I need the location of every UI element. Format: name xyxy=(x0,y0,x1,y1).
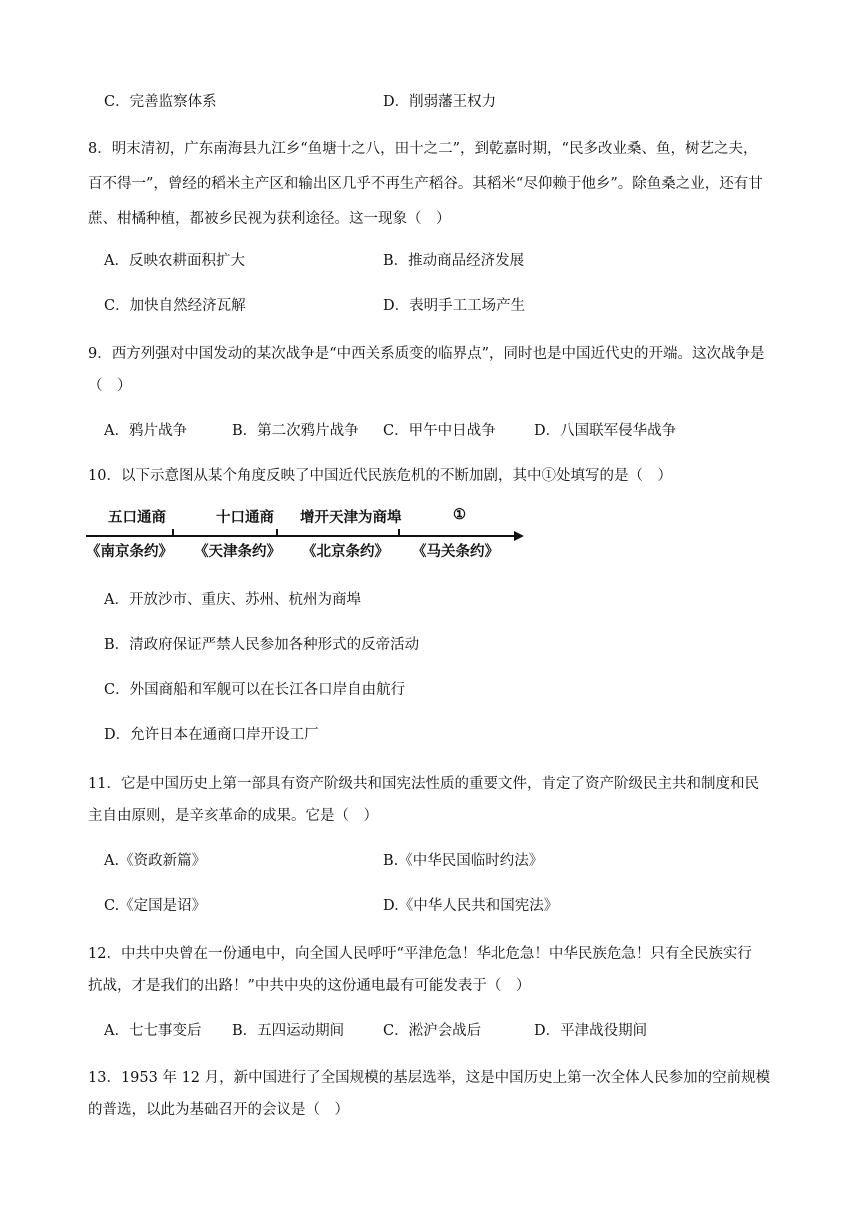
option-a[interactable]: A．鸦片战争 xyxy=(104,423,187,439)
treaty-timeline-diagram xyxy=(86,506,526,566)
question-9-text-line-2: （ ） xyxy=(88,378,132,394)
question-8-text-line-2: 百不得一”，曾经的稻米主产区和输出区几乎不再生产稻谷。其稻米“尽仰赖于他乡”。除鱼桑之业，还有甘 xyxy=(88,176,763,192)
timeline-bottom-label: 《北京条约》 xyxy=(302,543,389,560)
question-11-text-line-2: 主自由原则，是辛亥革命的成果。它是（ ） xyxy=(88,808,378,824)
timeline-bottom-label: 《天津条约》 xyxy=(194,543,281,560)
timeline-bottom-label: 《南京条约》 xyxy=(86,543,173,560)
option-a[interactable]: A．反映农耕面积扩大 xyxy=(104,253,245,269)
option-b[interactable]: B．五四运动期间 xyxy=(232,1023,345,1039)
timeline-top-label: 十口通商 xyxy=(216,509,274,526)
option-d[interactable]: D．允许日本在通商口岸开设工厂 xyxy=(104,727,319,743)
question-8-text-line-3: 蔗、柑橘种植，都被乡民视为获利途径。这一现象（ ） xyxy=(88,211,451,227)
timeline-top-label: 五口通商 xyxy=(108,509,166,526)
option-c[interactable]: C．甲午中日战争 xyxy=(383,423,496,439)
question-11-text-line-1: 11．它是中国历史上第一部具有资产阶级共和国宪法性质的重要文件，肯定了资产阶级民主共和制度和民 xyxy=(88,776,759,792)
timeline-tick xyxy=(398,529,400,536)
timeline-arrow-icon xyxy=(514,531,524,541)
option-c[interactable]: C.《定国是诏》 xyxy=(104,898,207,914)
option-a[interactable]: A．开放沙市、重庆、苏州、杭州为商埠 xyxy=(104,592,361,608)
option-d[interactable]: D.《中华人民共和国宪法》 xyxy=(383,898,559,914)
option-c[interactable]: C．完善监察体系 xyxy=(104,94,217,110)
question-9-text-line-1: 9．西方列强对中国发动的某次战争是“中西关系质变的临界点”，同时也是中国近代史的开端。这次战争是 xyxy=(88,346,765,362)
timeline-tick xyxy=(172,529,174,536)
option-a[interactable]: A．七七事变后 xyxy=(104,1023,202,1039)
timeline-top-label: ① xyxy=(453,506,466,523)
timeline-tick xyxy=(276,529,278,536)
option-d[interactable]: D．平津战役期间 xyxy=(534,1023,648,1039)
timeline-bottom-label: 《马关条约》 xyxy=(412,543,499,560)
question-13-text-line-2: 的普选，以此为基础召开的会议是（ ） xyxy=(88,1102,349,1118)
question-12-text-line-2: 抗战，才是我们的出路！”中共中央的这份通电最有可能发表于（ ） xyxy=(88,978,531,994)
option-c[interactable]: C．外国商船和军舰可以在长江各口岸自由航行 xyxy=(104,682,406,698)
option-d[interactable]: D．表明手工工场产生 xyxy=(383,298,526,314)
option-c[interactable]: C．淞沪会战后 xyxy=(383,1023,482,1039)
option-a[interactable]: A.《资政新篇》 xyxy=(104,853,207,869)
option-c[interactable]: C．加快自然经济瓦解 xyxy=(104,298,246,314)
question-13-text-line-1: 13．1953 年 12 月，新中国进行了全国规模的基层选举，这是中国历史上第一次全体人民参加的空前规模 xyxy=(88,1070,771,1086)
option-d[interactable]: D．八国联军侵华战争 xyxy=(534,423,677,439)
option-b[interactable]: B．清政府保证严禁人民参加各种形式的反帝活动 xyxy=(104,637,420,653)
timeline-axis xyxy=(86,535,514,537)
question-12-text-line-1: 12．中共中央曾在一份通电中，向全国人民呼吁“平津危急！华北危急！中华民族危急！只有全民族实行 xyxy=(88,946,752,962)
option-d[interactable]: D．削弱藩王权力 xyxy=(383,94,497,110)
option-b[interactable]: B．第二次鸦片战争 xyxy=(232,423,359,439)
timeline-top-label: 增开天津为商埠 xyxy=(300,509,402,526)
option-b[interactable]: B．推动商品经济发展 xyxy=(383,253,525,269)
option-b[interactable]: B.《中华民国临时约法》 xyxy=(383,853,544,869)
question-10-text-line-1: 10．以下示意图从某个角度反映了中国近代民族危机的不断加剧，其中①处填写的是（ ） xyxy=(88,468,672,484)
question-8-text-line-1: 8．明末清初，广东南海县九江乡“鱼塘十之八，田十之二”，到乾嘉时期，“民多改业桑、鱼，树艺之夫， xyxy=(88,141,758,157)
